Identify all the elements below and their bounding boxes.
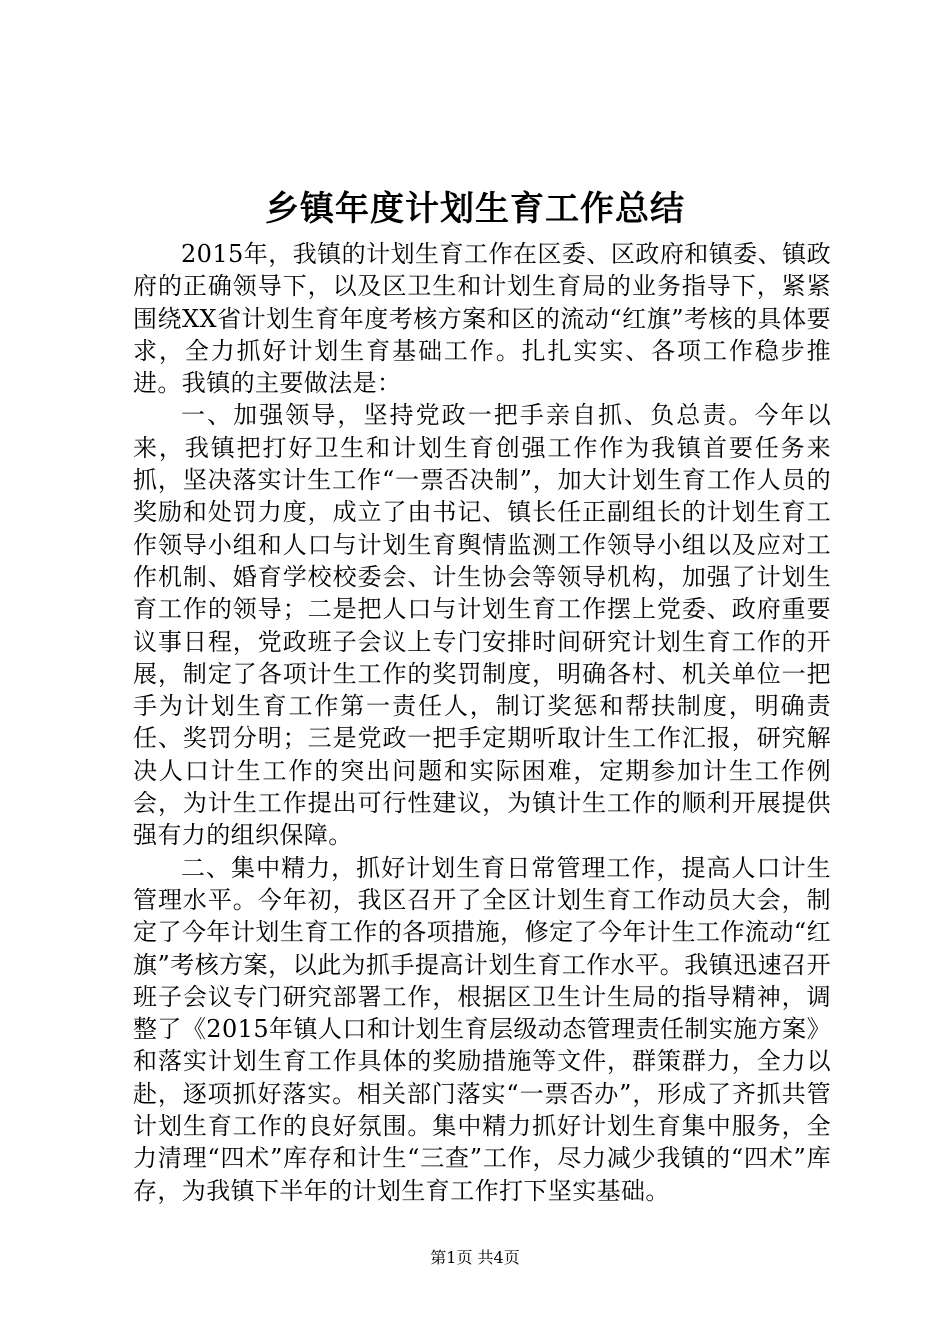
page-number-footer: 第1页 共4页: [430, 1248, 520, 1267]
document-body: [133, 238, 831, 1207]
paragraph-section-1: 一、加强领导，坚持党政一把手亲自抓、负总责。今年以来，我镇把打好卫生和计划生育创强工作作为我镇首要任务来抓，坚决落实计生工作“一票否决制”，加大计划生育工作人员的奖励和处罚力度，成立了由书记、镇长任正副组长的计划生育工作领导小组和人口与计划生育舆情监测工作领导小组以及应对工作机制、婚育学校校委会、计生协会等领导机构，加强了计划生育工作的领导；二是把人口与计划生育工作摆上党委、政府重要议事日程，党政班子会议上专门安排时间研究计划生育工作的开展，制定了各项计生工作的奖罚制度，明确各村、机关单位一把手为计划生育工作第一责任人，制订奖惩和帮扶制度，明确责任、奖罚分明；三是党政一把手定期听取计生工作汇报，研究解决人口计生工作的突出问题和实际困难，定期参加计生工作例会，为计生工作提出可行性建议，为镇计生工作的顺利开展提供强有力的组织保障。: [133, 401, 831, 850]
paragraph-section-2: 二、集中精力，抓好计划生育日常管理工作，提高人口计生管理水平。今年初，我区召开了全区计划生育工作动员大会，制定了今年计划生育工作的各项措施，修定了今年计生工作流动“红旗”考核方案，以此为抓手提高计划生育工作水平。我镇迅速召开班子会议专门研究部署工作，根据区卫生计生局的指导精神，调整了《2015年镇人口和计划生育层级动态管理责任制实施方案》和落实计划生育工作具体的奖励措施等文件，群策群力，全力以赴，逐项抓好落实。相关部门落实“一票否办”，形成了齐抓共管计划生育工作的良好氛围。集中精力抓好计划生育集中服务，全力清理“四术”库存和计生“三查”工作，尽力减少我镇的“四术”库存，为我镇下半年的计划生育工作打下坚实基础。: [133, 853, 831, 1205]
document-title: 乡镇年度计划生育工作总结: [265, 189, 685, 229]
paragraph-intro: 2015年，我镇的计划生育工作在区委、区政府和镇委、镇政府的正确领导下，以及区卫生和计划生育局的业务指导下，紧紧围绕XX省计划生育年度考核方案和区的流动“红旗”考核的具体要求，全力抓好计划生育基础工作。扎扎实实、各项工作稳步推进。我镇的主要做法是：: [133, 240, 831, 398]
